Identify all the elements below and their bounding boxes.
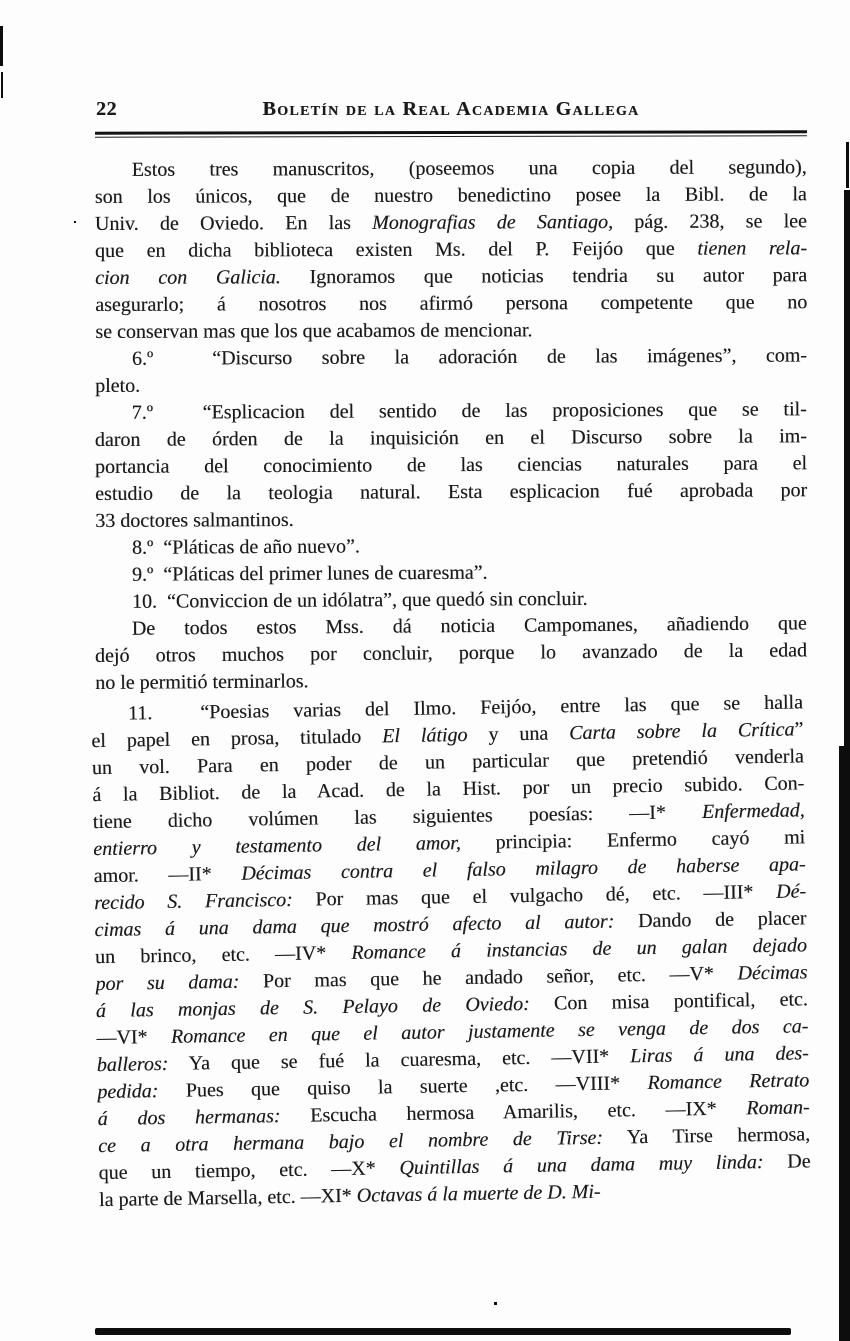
- scan-artifact-left-edge-mark: [0, 26, 3, 66]
- scan-artifact-right-edge-strip: [846, 142, 849, 188]
- body-text: [91, 156, 811, 1212]
- paragraph: [95, 396, 808, 535]
- header-rule-thin: [95, 135, 807, 137]
- text-line: [95, 154, 807, 184]
- text-line: [95, 370, 807, 400]
- text-line: [95, 316, 807, 346]
- paragraph: [95, 154, 808, 346]
- italic-text-run: cion con Galicia.: [95, 266, 281, 289]
- paragraph: [95, 610, 808, 697]
- text-run: pleto.: [95, 374, 141, 397]
- page-number: 22: [96, 98, 117, 120]
- text-run: asegurarlo; á nosotros nos afirmó persona competente que no: [95, 291, 808, 316]
- scan-artifact-right-edge-strip: [844, 190, 850, 746]
- text-run: De: [763, 1150, 811, 1174]
- paragraph: [95, 531, 807, 562]
- running-header: [95, 98, 807, 124]
- text-run: 7.º “Esplicacion del sentido de las proposiciones que se til-: [131, 398, 807, 424]
- paragraph: [91, 689, 811, 1214]
- text-line: [95, 289, 807, 319]
- text-line: [95, 531, 807, 562]
- text-run: portancia del conocimiento de las ciencias naturales para el: [94, 452, 808, 478]
- text-line: [95, 208, 807, 238]
- text-line: [95, 504, 807, 535]
- text-run: pág. 238, se lee: [612, 210, 807, 234]
- text-run: 10. “Conviccion de un idólatra”, que quedó sin concluir.: [131, 587, 588, 613]
- text-line: [95, 477, 807, 508]
- text-run: 33 doctores salmantinos.: [95, 508, 294, 532]
- page-column: [91, 98, 811, 1212]
- text-run: Ya que se fué la cuaresma, etc. —VII*: [168, 1045, 631, 1075]
- italic-text-run: Romance á instancias de un galan dejado: [351, 934, 808, 964]
- italic-text-run: Monografias de Santiago,: [372, 211, 614, 234]
- text-run: amor. —II*: [93, 862, 242, 888]
- text-run: Dando de placer: [614, 907, 807, 933]
- scan-artifact-speck: [74, 221, 76, 223]
- text-line: [95, 423, 807, 454]
- italic-text-run: Romance Retrato: [647, 1069, 810, 1094]
- italic-text-run: á dos hermanas:: [97, 1105, 281, 1131]
- italic-text-run: recido S. Francisco:: [93, 888, 293, 915]
- text-run: principia: Enfermo cayó mi: [460, 826, 806, 855]
- text-line: [95, 343, 807, 373]
- italic-text-run: Liras á una des-: [629, 1042, 809, 1068]
- text-run: —VI*: [96, 1025, 172, 1050]
- scan-artifact-left-edge-mark: [1, 72, 3, 98]
- italic-text-run: El látigo: [381, 723, 468, 748]
- paragraph: [95, 343, 807, 400]
- text-run: 8.º “Pláticas de año nuevo”.: [131, 535, 360, 559]
- text-run: un brinco, etc. —IV*: [94, 941, 352, 969]
- text-run: De todos estos Mss. dá noticia Campomanes, añadiendo que: [131, 612, 807, 640]
- text-run: Con misa pontifical, etc.: [529, 988, 809, 1015]
- text-run: 6.º “Discurso sobre la adoración de las imágenes”, com-: [131, 344, 807, 370]
- text-run: la parte de Marsella, etc. —XI*: [98, 1184, 357, 1212]
- text-line: [95, 262, 807, 292]
- italic-text-run: Carta sobre la Crítica: [568, 718, 795, 745]
- text-run: 9.º “Pláticas del primer lunes de cuaresma”.: [131, 561, 488, 586]
- scan-artifact-speck: [494, 1302, 497, 1305]
- text-run: que un tiempo, etc. —X*: [98, 1157, 400, 1185]
- text-run: Por mas que he andado señor, etc. —V*: [239, 962, 738, 993]
- italic-text-run: Octavas á la muerte de D. Mi-: [356, 1180, 601, 1207]
- italic-text-run: Romance en que el autor justamente se venga de dos ca-: [170, 1015, 809, 1048]
- italic-text-run: Enfermedad,: [701, 799, 805, 824]
- italic-text-run: cimas á una dama que mostró afecto al autor:: [94, 910, 615, 942]
- italic-text-run: entierro y testamento del amor,: [93, 832, 461, 861]
- italic-text-run: Décimas: [737, 961, 808, 985]
- text-line: [95, 637, 807, 670]
- text-run: son los únicos, que de nuestro benedictino posee la Bibl. de la: [94, 183, 807, 209]
- text-run: Ya Tirse hermosa,: [602, 1123, 811, 1149]
- text-run: Univ. de Oviedo. En las: [94, 211, 373, 236]
- italic-text-run: Dé-: [775, 880, 807, 903]
- text-run: Por mas que el vulgacho dé, etc. —III*: [292, 880, 777, 911]
- text-line: [95, 396, 807, 427]
- italic-text-run: pedida:: [97, 1080, 159, 1104]
- text-line: [95, 450, 807, 481]
- text-run: ”: [794, 718, 804, 741]
- text-run: no le permitió terminarlos.: [95, 670, 309, 694]
- italic-text-run: ce a otra hermana bajo el nombre de Tirse:: [97, 1126, 604, 1158]
- italic-text-run: Quintillas á una dama muy linda:: [399, 1151, 764, 1180]
- text-run: á la Bibliot. de la Acad. de la Hist. por un precio subido. Con-: [92, 772, 805, 807]
- text-run: daron de órden de la inquisición en el Discurso sobre la im-: [94, 425, 807, 452]
- italic-text-run: Roman-: [746, 1096, 810, 1120]
- text-run: Pues que quiso la suerte ,etc. —VIII*: [158, 1071, 648, 1103]
- italic-text-run: balleros:: [96, 1052, 169, 1077]
- text-run: Estos tres manuscritos, (poseemos una copia del segundo),: [131, 156, 807, 181]
- italic-text-run: á las monjas de S. Pelayo de Oviedo:: [95, 992, 530, 1023]
- journal-title: Boletín de la Real Academia Gallega: [262, 98, 640, 120]
- text-run: un vol. Para en poder de un particular que pretendió venderla: [91, 745, 804, 780]
- text-run: Ignoramos que noticias tendria su autor para: [280, 264, 808, 289]
- scan-artifact-right-edge-strip: [839, 746, 850, 1341]
- text-run: y una: [467, 722, 570, 746]
- text-run: dejó otros muchos por concluir, porque lo avanzado de la edad: [94, 639, 808, 667]
- text-line: [95, 235, 807, 265]
- text-line: [95, 181, 807, 211]
- text-run: que en dicha biblioteca existen Ms. del P. Feijóo que: [94, 237, 698, 262]
- text-run: el papel en prosa, titulado: [91, 725, 383, 753]
- scan-artifact-bottom-bar: [95, 1328, 791, 1335]
- text-run: se conservan mas que los que acabamos de mencionar.: [95, 319, 533, 343]
- text-run: tiene dicho volúmen las siguientes poesías: —I*: [92, 801, 703, 834]
- italic-text-run: Décimas contra el falso milagro de haberse apa-: [241, 853, 806, 885]
- italic-text-run: por su dama:: [95, 970, 240, 996]
- header-rule-thick: [95, 130, 807, 134]
- italic-text-run: tienen rela-: [697, 237, 808, 260]
- text-run: estudio de la teologia natural. Esta esplicacion fué aprobada por: [95, 479, 808, 505]
- text-run: 11. “Poesias varias del Ilmo. Feijóo, entre las que se halla: [127, 691, 804, 725]
- text-run: Escucha hermosa Amarilis, etc. —IX*: [280, 1097, 747, 1128]
